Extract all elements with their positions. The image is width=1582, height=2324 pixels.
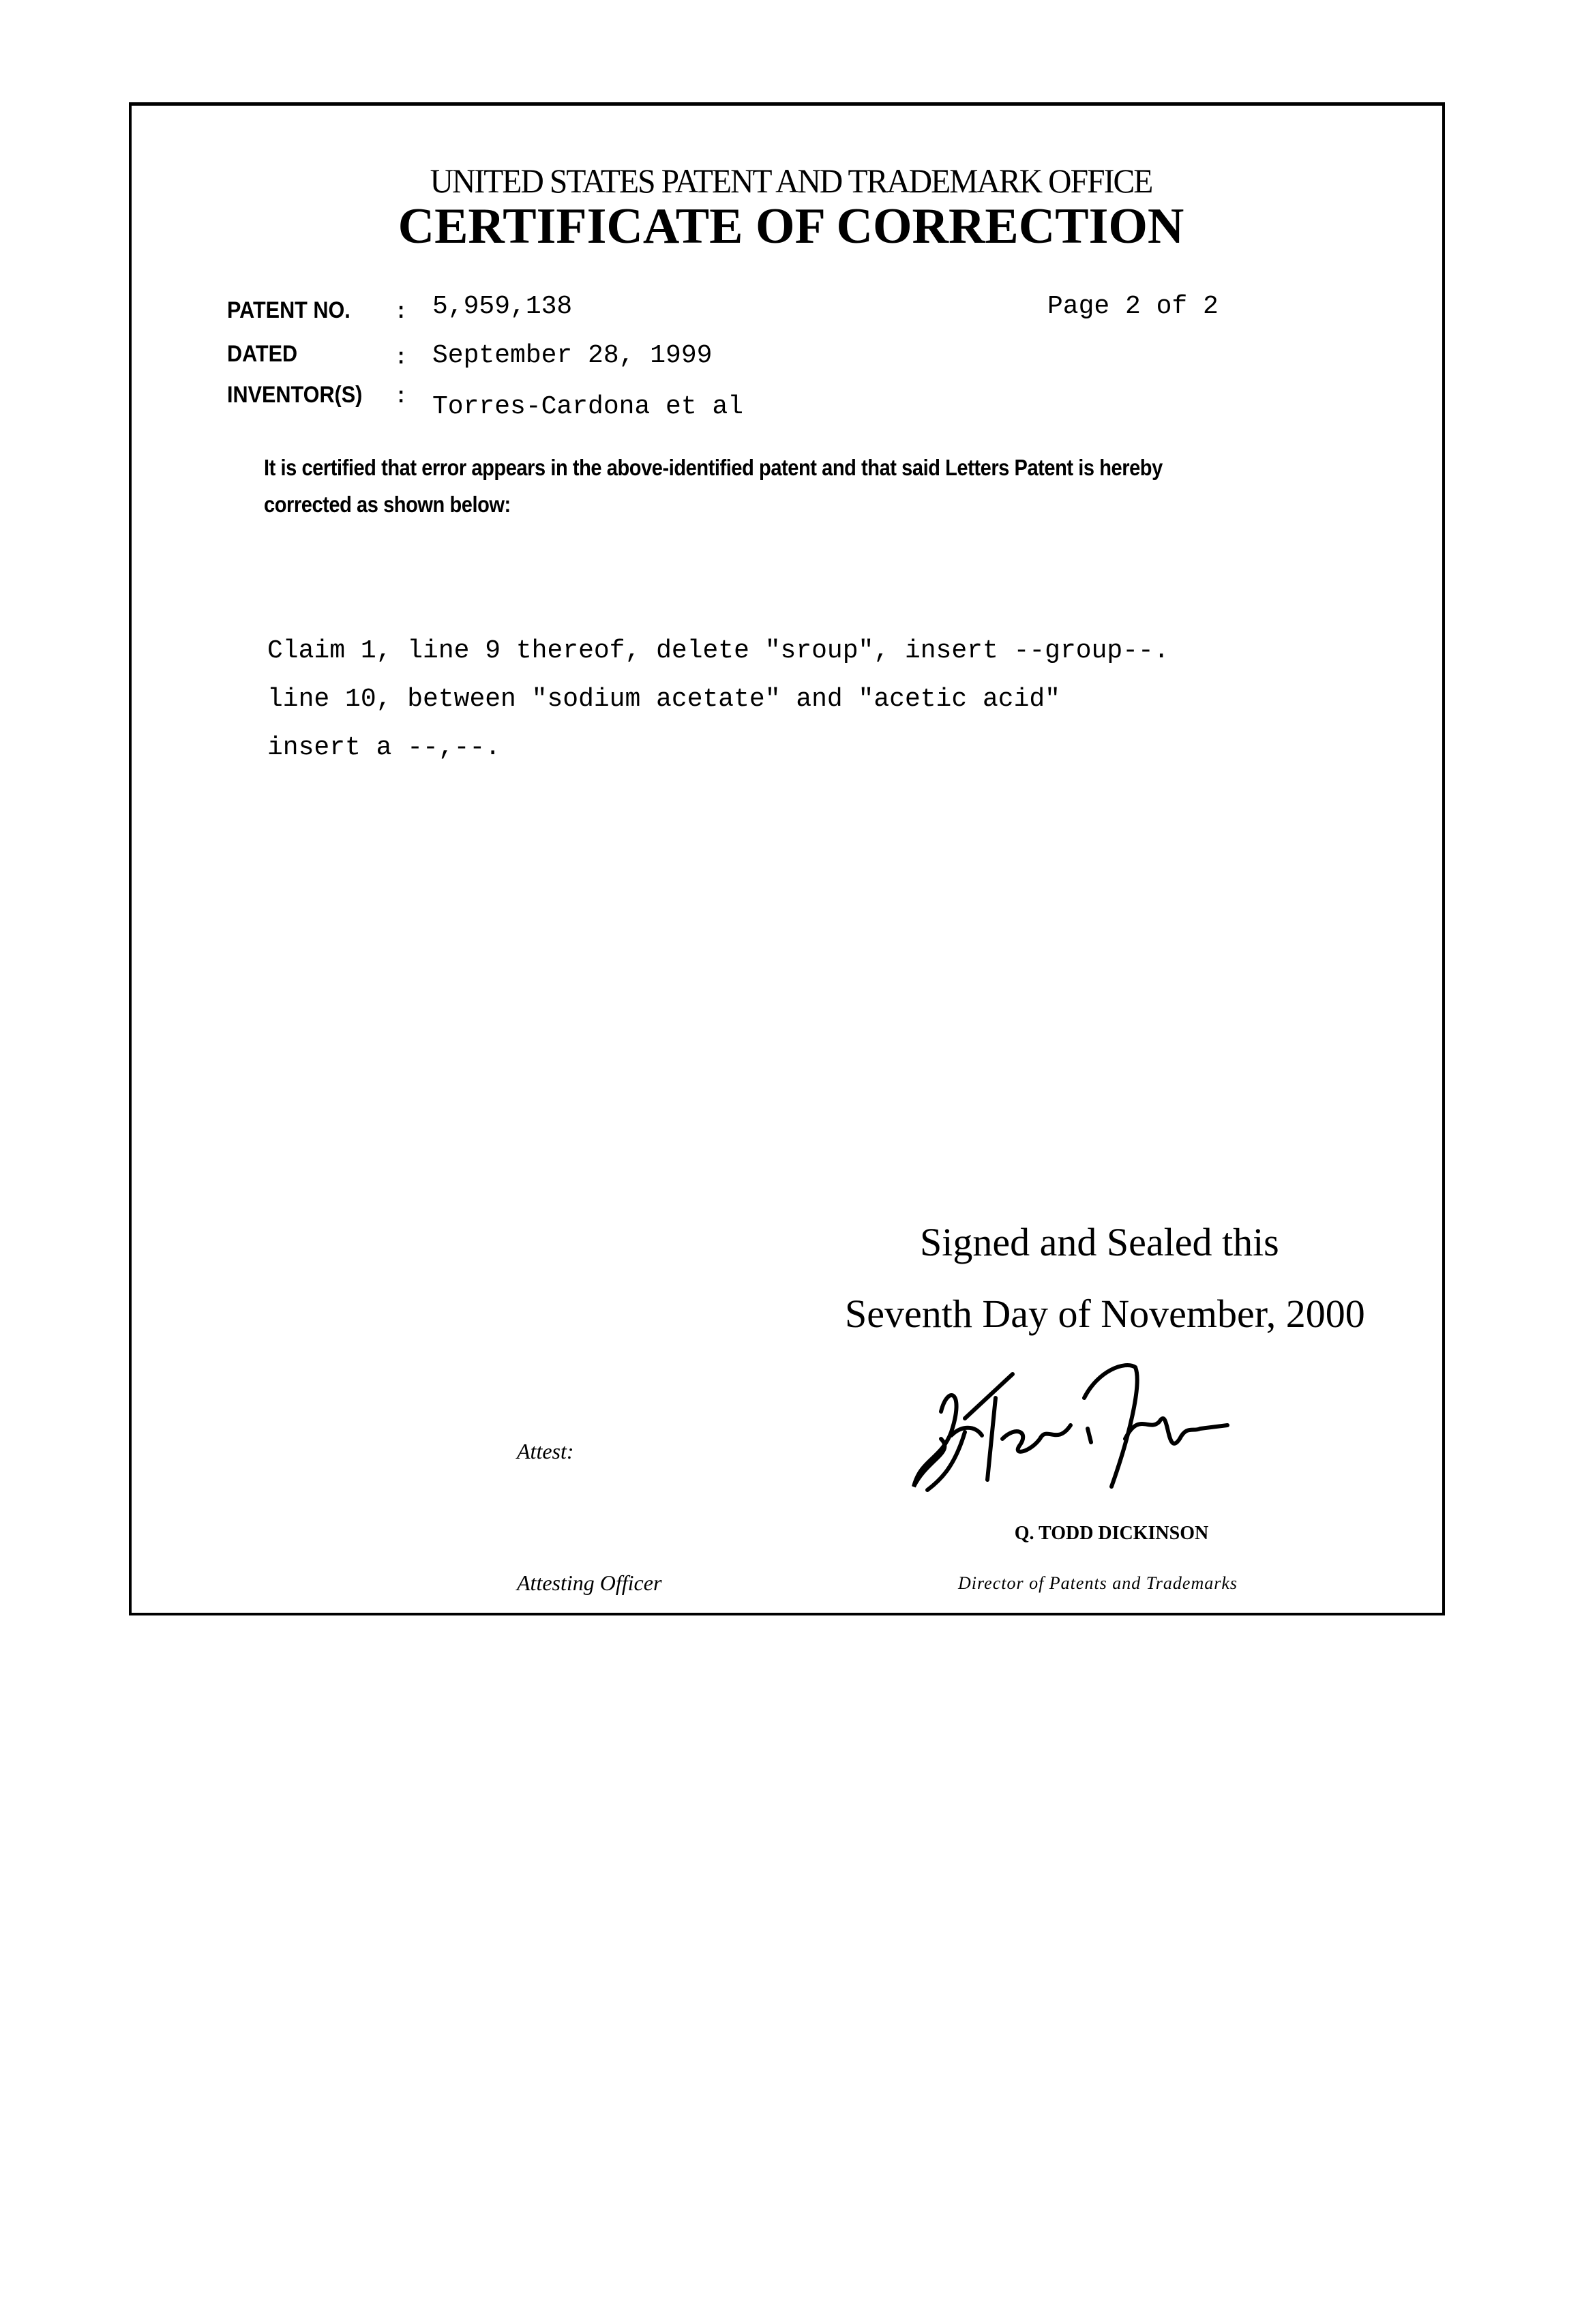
certificate-title: CERTIFICATE OF CORRECTION <box>0 198 1582 256</box>
certification-text: corrected as shown below: <box>264 492 511 518</box>
dated-label: DATED <box>227 341 297 368</box>
signature-stroke <box>1084 1365 1137 1487</box>
sealed-date: Seventh Day of November, 2000 <box>845 1291 1365 1337</box>
colon: : <box>398 382 404 408</box>
signatory-title: Director of Patents and Trademarks <box>958 1573 1238 1594</box>
correction-line: line 10, between "sodium acetate" and "acetic acid" <box>267 685 1060 714</box>
colon: : <box>398 343 404 370</box>
signature-stroke <box>1002 1425 1071 1452</box>
correction-line: insert a --,--. <box>267 733 501 762</box>
signed-and-sealed: Signed and Sealed this <box>920 1219 1279 1265</box>
attest-label: Attest: <box>517 1439 574 1464</box>
page-indicator: Page 2 of 2 <box>1047 292 1219 321</box>
dated-value: September 28, 1999 <box>432 341 712 370</box>
certification-text: It is certified that error appears in the above-identified patent and that said Letters Patent is hereby <box>264 455 1163 481</box>
patent-no-label: PATENT NO. <box>227 297 350 324</box>
inventors-label: INVENTOR(S) <box>227 382 362 408</box>
signatory-name: Q. TODD DICKINSON <box>982 1523 1241 1545</box>
colon: : <box>398 297 404 324</box>
signature <box>900 1357 1377 1500</box>
signature-stroke <box>1125 1418 1227 1444</box>
patent-no-value: 5,959,138 <box>432 292 572 321</box>
signature-stroke <box>914 1395 957 1487</box>
office-heading: UNITED STATES PATENT AND TRADEMARK OFFICE <box>40 161 1542 200</box>
correction-line: Claim 1, line 9 thereof, delete "sroup", insert --group--. <box>267 636 1169 666</box>
inventors-value: Torres-Cardona et al <box>432 392 743 421</box>
attesting-officer-label: Attesting Officer <box>517 1570 661 1596</box>
